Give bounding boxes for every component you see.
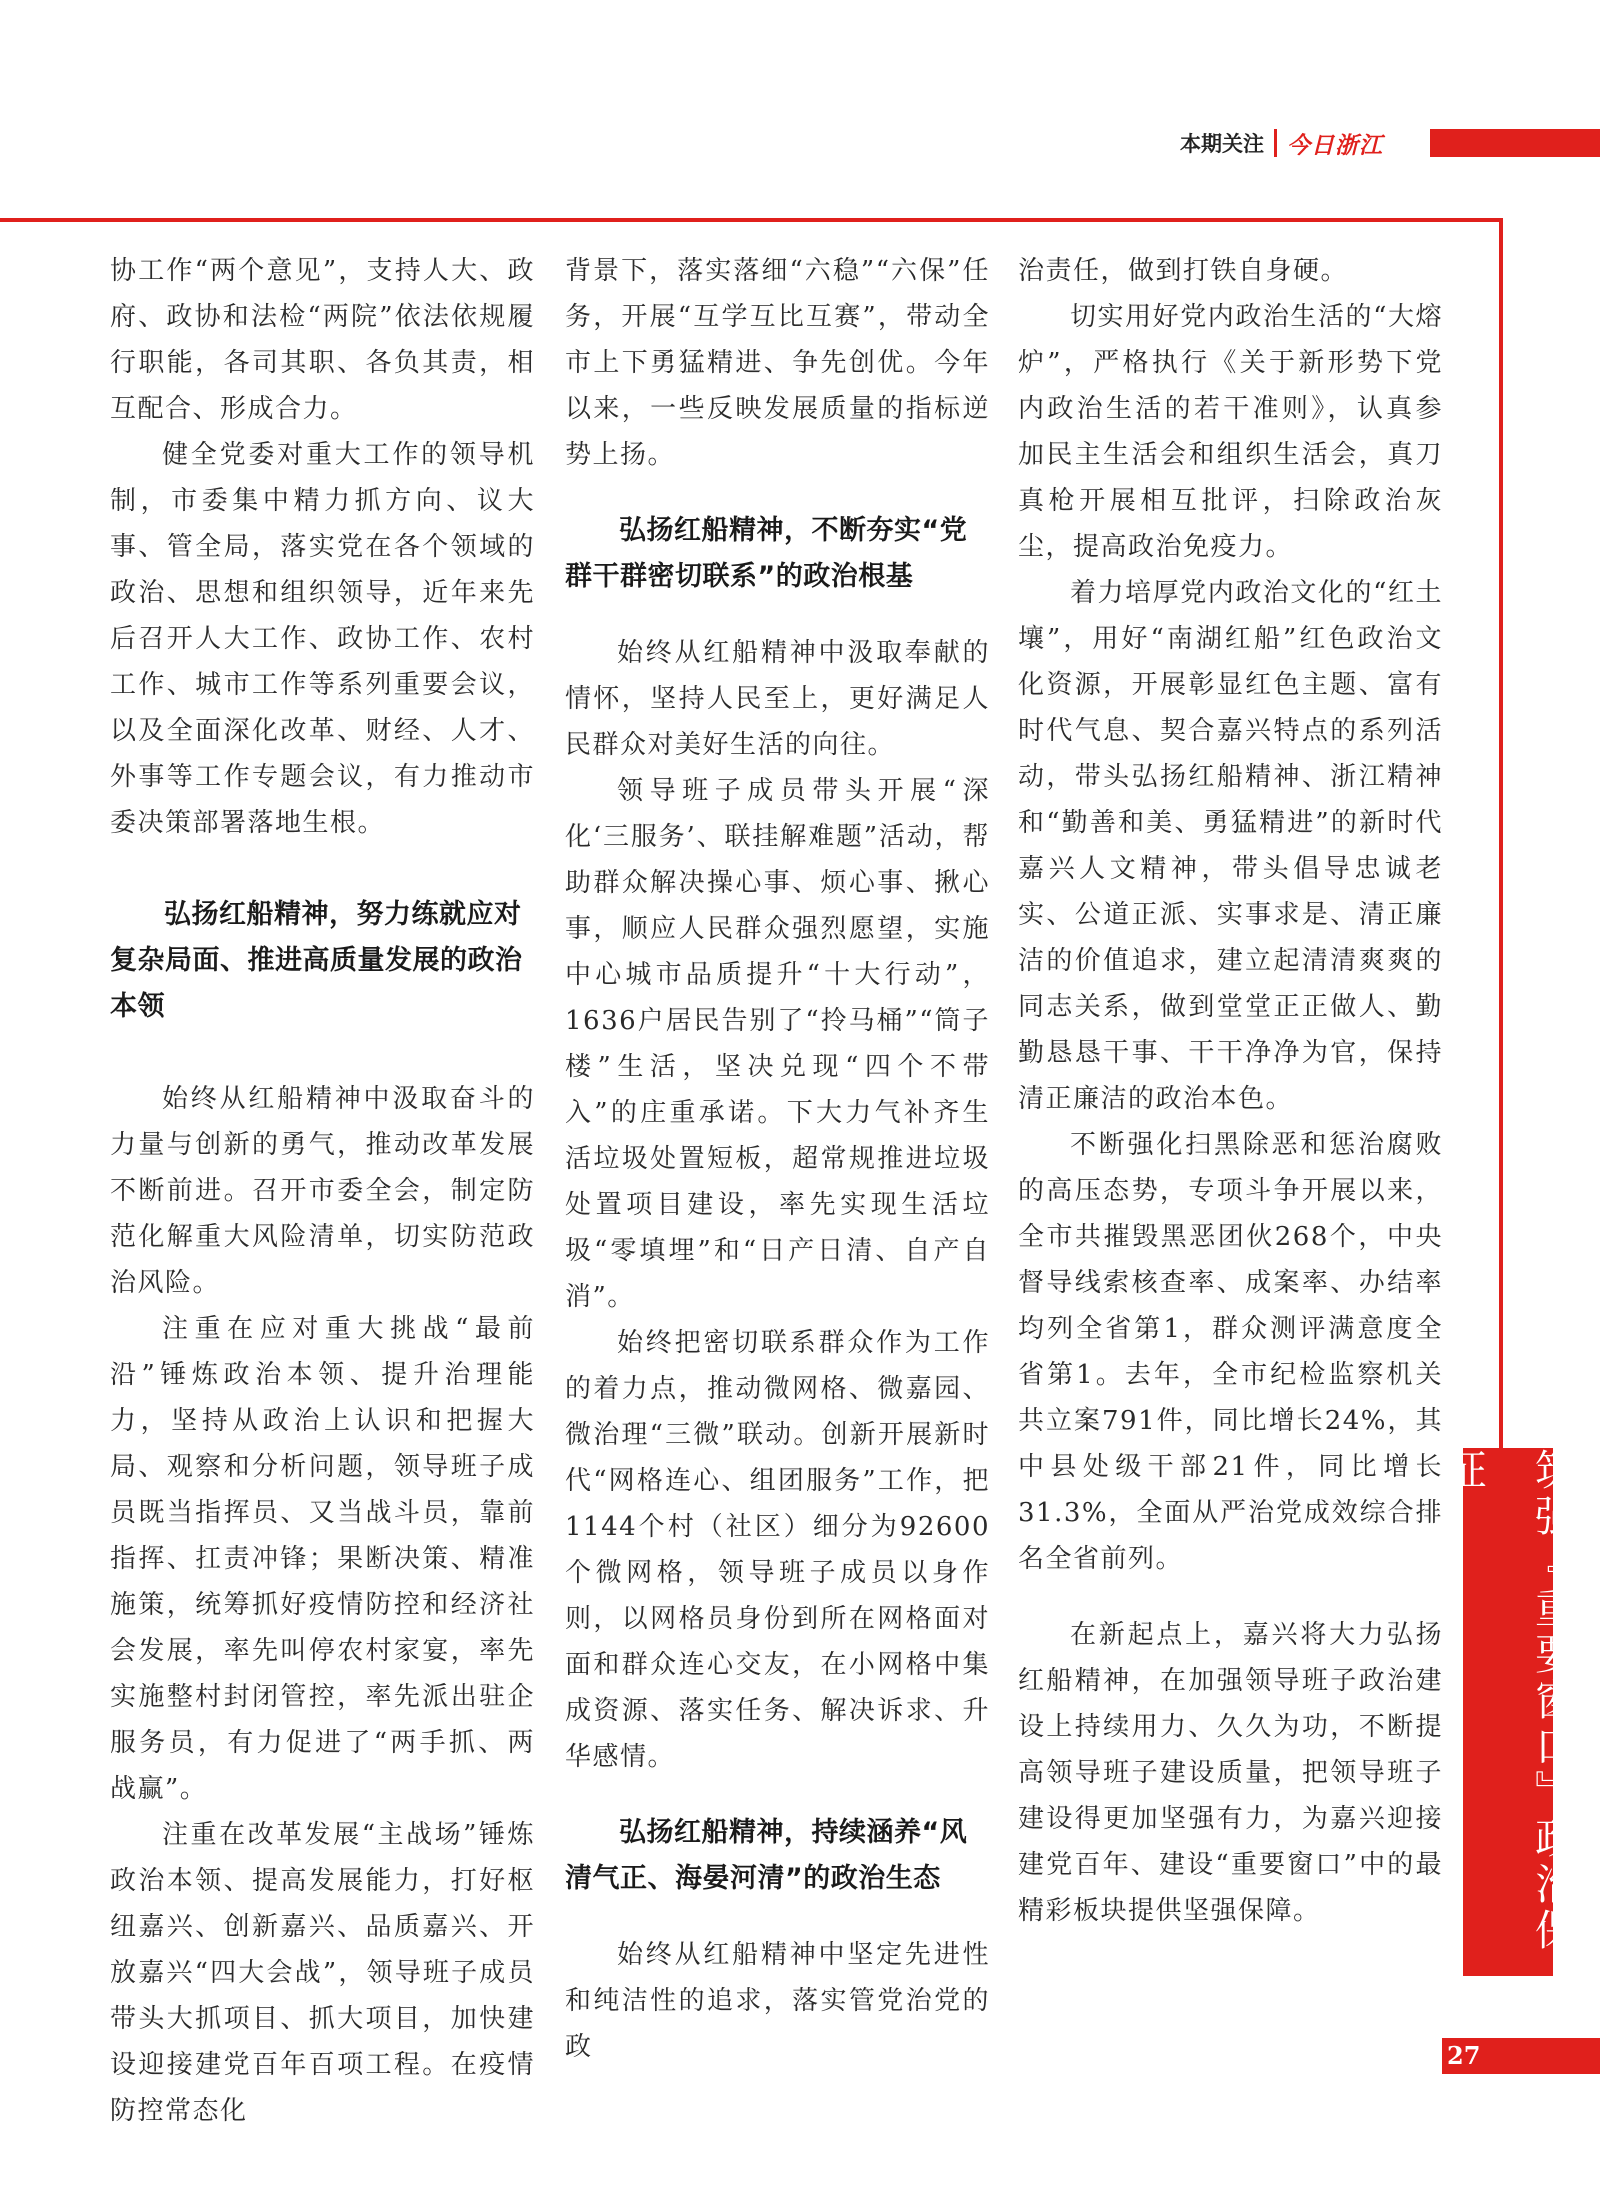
magazine-logo: 今日浙江 bbox=[1287, 131, 1383, 159]
paragraph: 健全党委对重大工作的领导机制，市委集中精力抓方向、议大事、管全局，落实党在各个领域的政治、思想和组织领导，近年来先后召开人大工作、政协工作、农村工作、城市工作等系列重要会议，以及全面深化改革、财经、人才、外事等工作专题会议，有力推动市委决策部署落地生根。 bbox=[110, 440, 535, 838]
page-header bbox=[1180, 125, 1383, 161]
header-divider bbox=[1274, 129, 1277, 157]
column-2 bbox=[565, 248, 990, 2070]
paragraph: 治责任，做到打铁自身硬。 bbox=[1018, 256, 1349, 286]
section-heading: 弘扬红船精神，努力练就应对复杂局面、推进高质量发展的政治本领 bbox=[110, 899, 523, 1022]
paragraph: 着力培厚党内政治文化的“红土壤”，用好“南湖红船”红色政治文化资源，开展彰显红色主题、富有时代气息、契合嘉兴特点的系列活动，带头弘扬红船精神、浙江精神和“勤善和美、勇猛精进”的新时代嘉兴人文精神，带头倡导忠诚老实、公道正派、实事求是、清正廉洁的价值追求，建立起清清爽爽的同志关系，做到堂堂正正做人、勤勤恳恳干事、干干净净为官，保持清正廉洁的政治本色。 bbox=[1018, 578, 1443, 1114]
frame-right-line bbox=[1499, 218, 1503, 1448]
paragraph: 始终从红船精神中汲取奉献的情怀，坚持人民至上，更好满足人民群众对美好生活的向往。 bbox=[565, 638, 990, 760]
section-heading: 弘扬红船精神，持续涵养“风清气正、海晏河清”的政治生态 bbox=[565, 1817, 968, 1894]
header-red-bar bbox=[1430, 129, 1600, 157]
section-label: 本期关注 bbox=[1180, 132, 1264, 156]
paragraph: 切实用好党内政治生活的“大熔炉”，严格执行《关于新形势下党内政治生活的若干准则》，认真参加民主生活会和组织生活会，真刀真枪开展相互批评，扫除政治灰尘，提高政治免疫力。 bbox=[1018, 302, 1443, 562]
section-heading: 弘扬红船精神，不断夯实“党群干群密切联系”的政治根基 bbox=[565, 515, 968, 592]
paragraph: 始终从红船精神中汲取奋斗的力量与创新的勇气，推动改革发展不断前进。召开市委全会，制定防范化解重大风险清单，切实防范政治风险。 bbox=[110, 1084, 535, 1298]
frame-top-line bbox=[0, 218, 1503, 222]
paragraph: 领导班子成员带头开展“深化‘三服务’、联挂解难题”活动，帮助群众解决操心事、烦心事、揪心事，顺应人民群众强烈愿望，实施中心城市品质提升“十大行动”，1636户居民告别了“拎马桶”“筒子楼”生活，坚决兑现“四个不带入”的庄重承诺。下大力气补齐生活垃圾处置短板，超常规推进垃圾处置项目建设，率先实现生活垃圾“零填埋”和“日产日清、自产自消”。 bbox=[565, 776, 990, 1312]
paragraph: 始终把密切联系群众作为工作的着力点，推动微网格、微嘉园、微治理“三微”联动。创新开展新时代“网格连心、组团服务”工作，把1144个村（社区）细分为92600个微网格，领导班子成员以身作则，以网格员身份到所在网格面对面和群众连心交友，在小网格中集成资源、落实任务、解决诉求、升华感情。 bbox=[565, 1328, 990, 1772]
paragraph: 注重在应对重大挑战“最前沿”锤炼政治本领、提升治理能力，坚持从政治上认识和把握大局、观察和分析问题，领导班子成员既当指挥员、又当战斗员，靠前指挥、扛责冲锋；果断决策、精准施策，统筹抓好疫情防控和经济社会发展，率先叫停农村家宴，率先实施整村封闭管控，率先派出驻企服务员，有力促进了“两手抓、两战赢”。 bbox=[110, 1314, 535, 1804]
side-title-banner: 筑强『重要窗口』政治保证 bbox=[1463, 1448, 1553, 1976]
paragraph: 在新起点上，嘉兴将大力弘扬红船精神，在加强领导班子政治建设上持续用力、久久为功，不断提高领导班子建设质量，把领导班子建设得更加坚强有力，为嘉兴迎接建党百年、建设“重要窗口”中的最精彩板块提供坚强保障。 bbox=[1018, 1620, 1443, 1926]
paragraph: 注重在改革发展“主战场”锤炼政治本领、提高发展能力，打好枢纽嘉兴、创新嘉兴、品质嘉兴、开放嘉兴“四大会战”，领导班子成员带头大抓项目、抓大项目，加快建设迎接建党百年百项工程。在疫情防控常态化 bbox=[110, 1820, 535, 2126]
column-1 bbox=[110, 248, 535, 2134]
paragraph: 背景下，落实落细“六稳”“六保”任务，开展“互学互比互赛”，带动全市上下勇猛精进、争先创优。今年以来，一些反映发展质量的指标逆势上扬。 bbox=[565, 256, 990, 470]
column-3 bbox=[1018, 248, 1443, 1934]
paragraph: 协工作“两个意见”，支持人大、政府、政协和法检“两院”依法依规履行职能，各司其职、各负其责，相互配合、形成合力。 bbox=[110, 256, 535, 424]
page-number: 27 bbox=[1447, 2041, 1481, 2070]
paragraph: 始终从红船精神中坚定先进性和纯洁性的追求，落实管党治党的政 bbox=[565, 1940, 990, 2062]
paragraph: 不断强化扫黑除恶和惩治腐败的高压态势，专项斗争开展以来，全市共摧毁黑恶团伙268个，中央督导线索核查率、成案率、办结率均列全省第1，群众测评满意度全省第1。去年，全市纪检监察机关共立案791件，同比增长24%，其中县处级干部21件，同比增长31.3%，全面从严治党成效综合排名全省前列。 bbox=[1018, 1130, 1443, 1574]
